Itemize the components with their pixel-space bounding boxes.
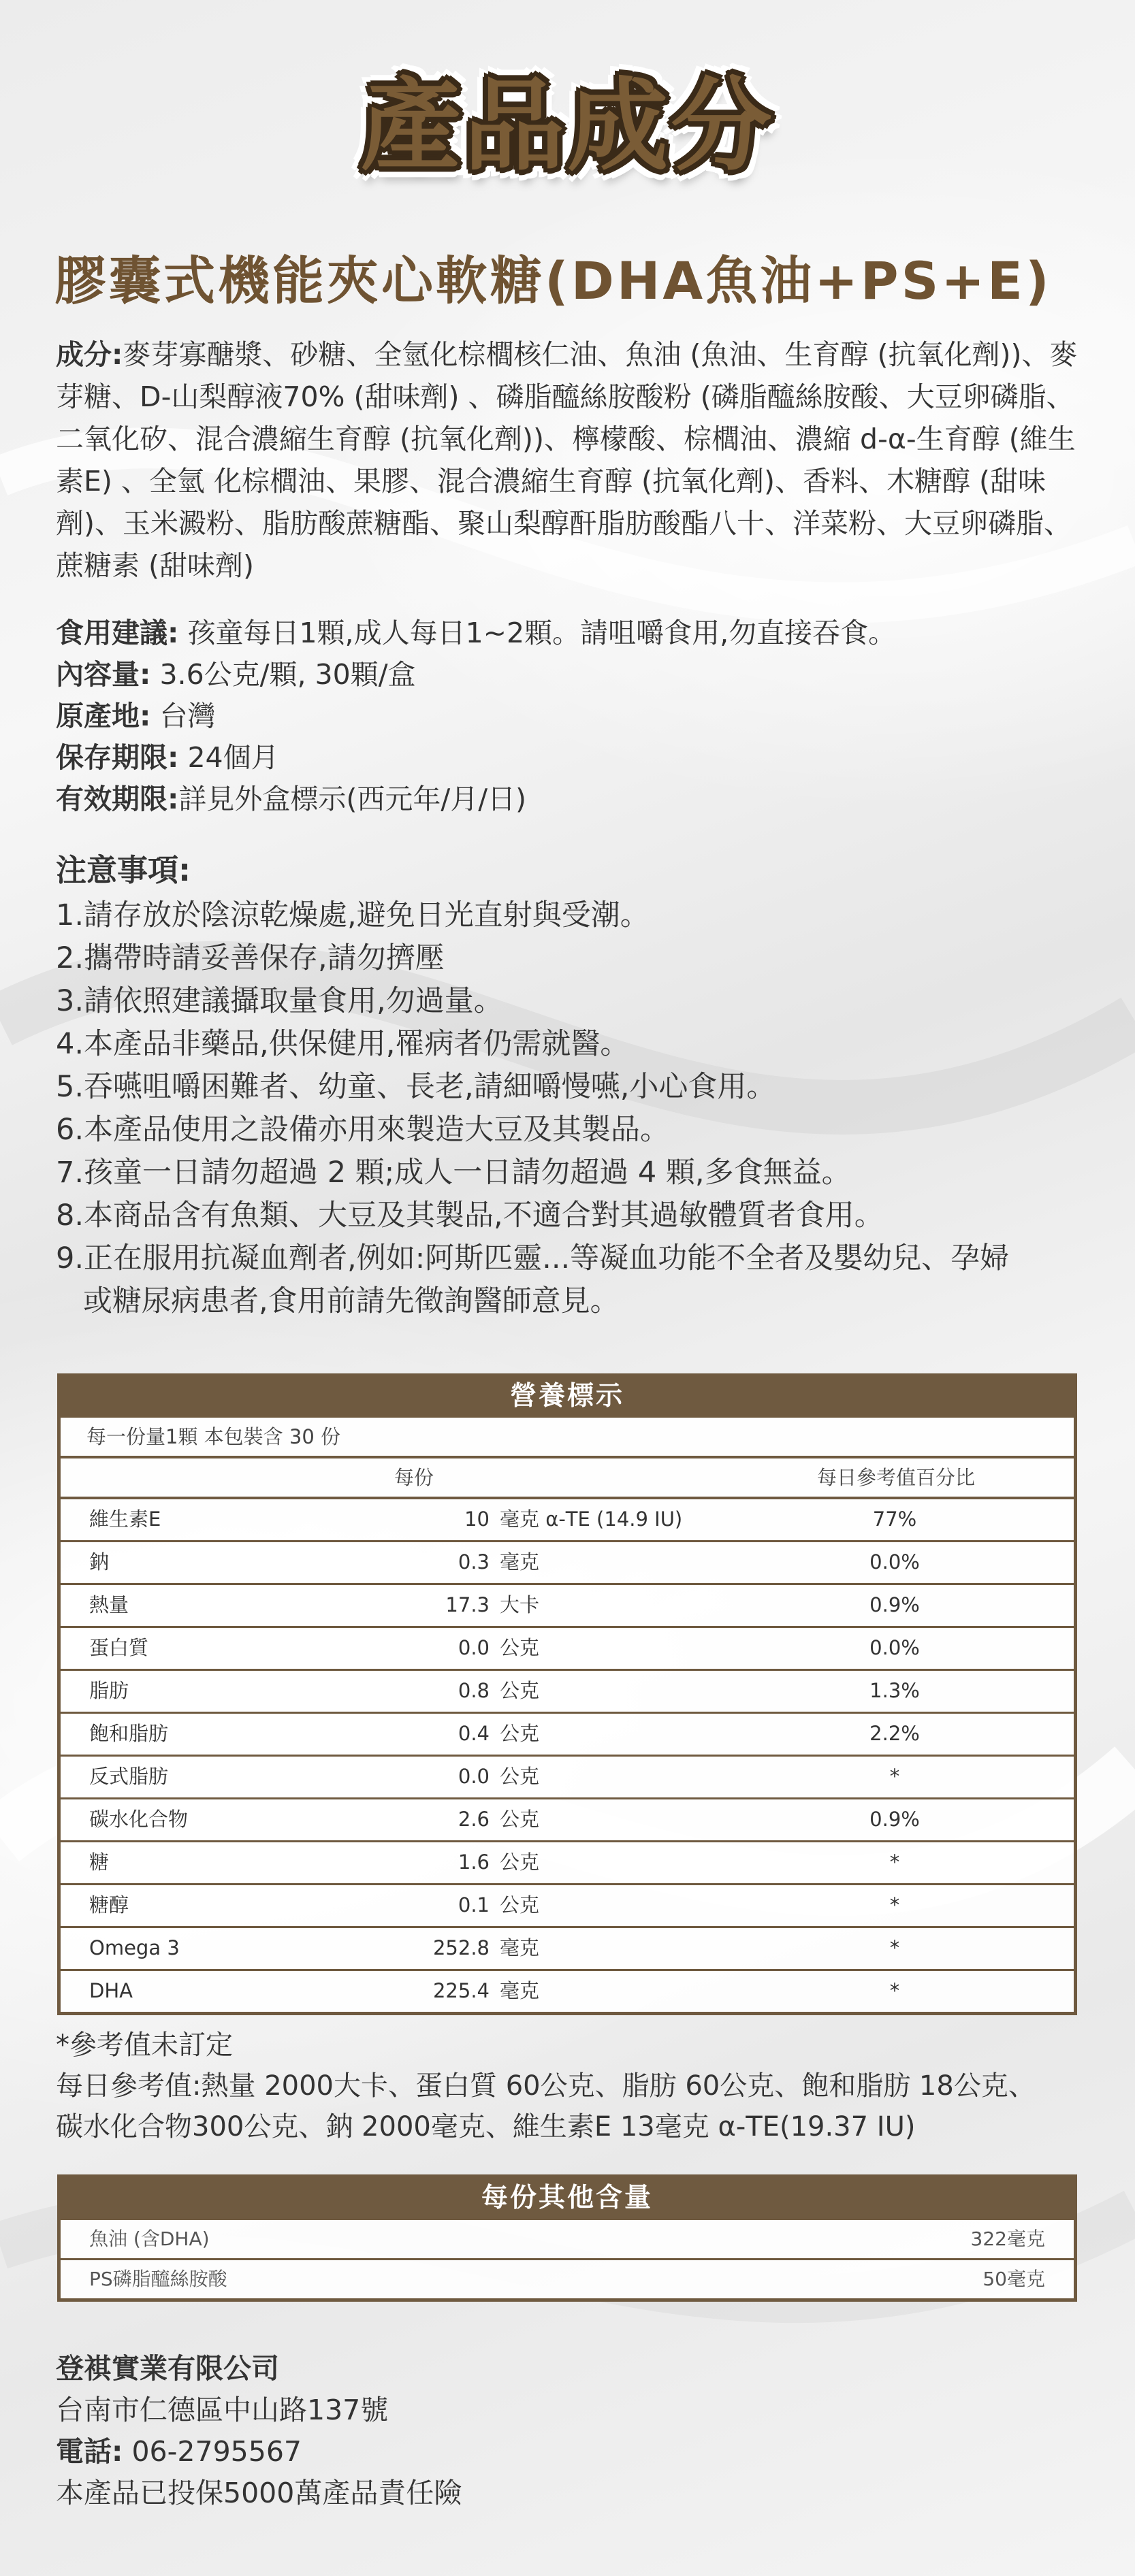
nutrient-daily-value: 2.2% [869,1722,920,1745]
precaution-item: 2.攜帶時請妥善保存,請勿擠壓 [56,941,445,975]
nutrient-daily-value: 0.9% [869,1808,920,1831]
precautions-section [56,849,1098,1323]
nutrient-unit: 公克 [500,1851,540,1874]
other-content-name: PS磷脂醯絲胺酸 [89,2268,227,2290]
nutrient-unit: 公克 [500,1722,540,1745]
info-content [56,654,1091,696]
company-phone-line [56,2431,1098,2473]
info-value: 24個月 [187,741,279,774]
precautions-title: 注意事項: [56,852,191,888]
nutrient-amount: 0.8 [458,1679,490,1702]
table-row [61,1628,1074,1671]
nutrient-name: Omega 3 [89,1936,180,1959]
company-phone: 06-2795567 [131,2435,302,2468]
nutrient-amount: 2.6 [458,1808,490,1831]
info-label: 原產地: [56,700,151,732]
nutrient-daily-value: * [889,1936,900,1959]
nutrient-name: 糖 [89,1851,110,1874]
table-row [61,1799,1074,1842]
info-label: 保存期限: [56,741,179,774]
nutrient-unit: 毫克 α-TE (14.9 IU) [500,1507,683,1531]
table-row [61,1499,1074,1542]
nutrient-daily-value: 0.0% [869,1636,920,1659]
precaution-item: 9.正在服用抗凝血劑者,例如:阿斯匹靈...等凝血功能不全者及嬰幼兒、孕婦 [56,1241,1010,1275]
other-content-value: 322毫克 [970,2228,1045,2250]
nutrient-name: 碳水化合物 [89,1808,189,1831]
precaution-item: 8.本商品含有魚類、大豆及其製品,不適合對其過敏體質者食用。 [56,1199,884,1233]
table-row [61,1928,1074,1971]
nutrient-name: 反式脂肪 [89,1765,169,1788]
other-content-value: 50毫克 [982,2268,1045,2290]
nutrient-unit: 毫克 [500,1936,540,1959]
nutrient-amount: 1.6 [458,1851,490,1874]
reference-note-line: 每日參考值:熱量 2000大卡、蛋白質 60公克、脂肪 60公克、飽和脂肪 18公克、 [56,2070,1036,2102]
reference-note-line: *參考值未訂定 [56,2029,233,2061]
nutrition-serving-info: 每一份量1顆 本包裝含 30 份 [61,1418,1074,1458]
nutrient-amount: 17.3 [445,1593,490,1616]
reference-notes [56,2025,1098,2147]
product-info [56,613,1091,820]
table-row [61,1971,1074,2012]
nutrient-name: 鈉 [89,1550,110,1574]
precaution-item: 6.本產品使用之設備亦用來製造大豆及其製品。 [56,1113,670,1147]
nutrient-daily-value: 0.0% [869,1550,920,1574]
company-info [56,2348,1098,2514]
nutrition-table-title: 營養標示 [61,1377,1074,1418]
precaution-item: 4.本產品非藥品,供保健用,罹病者仍需就醫。 [56,1027,630,1061]
info-expiry [56,779,1091,820]
nutrient-amount: 252.8 [432,1936,490,1959]
ingredients-label: 成分: [56,338,123,371]
info-shelf-life [56,737,1091,779]
nutrient-daily-value: 77% [872,1507,917,1531]
column-per-serving: 每份 [394,1466,434,1489]
precaution-item: 3.請依照建議攝取量食用,勿過量。 [56,984,503,1018]
nutrient-unit: 毫克 [500,1979,540,2002]
column-daily-value: 每日參考值百分比 [816,1466,975,1489]
nutrient-amount: 0.0 [458,1636,490,1659]
nutrient-unit: 公克 [500,1893,540,1917]
info-label: 內容量: [56,658,151,691]
table-row [61,1542,1074,1585]
info-label: 有效期限: [56,783,179,815]
table-row [61,1714,1074,1757]
nutrient-daily-value: 1.3% [869,1679,920,1702]
info-value: 台灣 [159,700,216,732]
info-value: 3.6公克/顆, 30顆/盒 [159,658,416,691]
nutrient-amount: 0.4 [458,1722,490,1745]
precaution-item: 7.孩童一日請勿超過 2 顆;成人一日請勿超過 4 顆,多食無益。 [56,1156,851,1190]
company-name: 登褀實業有限公司 [56,2352,279,2385]
product-name: 膠囊式機能夾心軟糖(DHA魚油+PS+E) [54,250,1052,311]
info-value: 詳見外盒標示(西元年/月/日) [178,783,527,815]
other-content-title: 每份其他含量 [61,2178,1074,2220]
nutrient-amount: 10 [464,1507,490,1531]
nutrient-unit: 毫克 [500,1550,540,1574]
nutrient-name: 蛋白質 [89,1636,149,1659]
nutrient-unit: 公克 [500,1636,540,1659]
other-content-table [57,2174,1077,2302]
nutrient-name: 維生素E [89,1507,161,1531]
nutrient-daily-value: * [889,1765,900,1788]
table-row [61,2260,1074,2298]
page-title: 產品成分 [360,67,775,184]
info-value: 孩童每日1顆,成人每日1~2顆。請咀嚼食用,勿直接吞食。 [187,617,897,649]
nutrient-name: 脂肪 [89,1679,129,1702]
nutrient-amount: 0.1 [458,1893,490,1917]
ingredients-text: 麥芽寡醣漿、砂糖、全氫化棕櫚核仁油、魚油 (魚油、生育醇 (抗氧化劑))、麥芽糖、D-山梨醇液70% (甜味劑) 、磷脂醯絲胺酸粉 (磷脂醯絲胺酸、大豆卵磷脂、二氧化矽、混合濃縮生育醇 (抗氧化劑))、檸檬酸、棕櫚油、濃縮 d-α-生育醇 (維生素E) 、全氫 化棕櫚油、果膠、混合濃縮生育醇 (抗氧化劑)、香料、木糖醇 (甜味劑)、玉米澱粉、脂肪酸蔗糖酯、聚山梨醇酐脂肪酸酯八十、洋菜粉、大豆卵磷脂、蔗糖素 (甜味劑) [56,338,1078,582]
nutrient-unit: 公克 [500,1808,540,1831]
nutrient-unit: 公克 [500,1765,540,1788]
nutrient-amount: 225.4 [432,1979,490,2002]
nutrient-daily-value: * [889,1893,900,1917]
table-row [61,1585,1074,1628]
table-row [61,1842,1074,1885]
precaution-item: 1.請存放於陰涼乾燥處,避免日光直射與受潮。 [56,898,650,932]
company-address: 台南市仁德區中山路137號 [56,2394,389,2426]
table-row [61,1671,1074,1714]
nutrient-name: 糖醇 [89,1893,129,1917]
nutrient-daily-value: * [889,1851,900,1874]
nutrition-column-headers [61,1458,1074,1499]
table-row [61,1885,1074,1928]
nutrient-daily-value: * [889,1979,900,2002]
info-usage [56,613,1091,654]
precaution-item-continuation: 或糖尿病患者,食用前請先徵詢醫師意見。 [83,1284,620,1318]
nutrition-table [57,1373,1077,2015]
info-origin [56,696,1091,737]
nutrient-daily-value: 0.9% [869,1593,920,1616]
nutrient-unit: 公克 [500,1679,540,1702]
nutrient-name: 熱量 [89,1593,129,1616]
info-label: 食用建議: [56,617,179,649]
precaution-item: 5.吞嚥咀嚼困難者、幼童、長老,請細嚼慢嚥,小心食用。 [56,1070,776,1104]
insurance-note: 本產品已投保5000萬產品責任險 [56,2477,462,2509]
nutrient-amount: 0.3 [458,1550,490,1574]
table-row [61,2220,1074,2260]
ingredients-section [56,333,1091,587]
nutrition-rows [61,1499,1074,2012]
reference-note-line: 碳水化合物300公克、鈉 2000毫克、維生素E 13毫克 α-TE(19.37 IU) [56,2111,916,2142]
table-row [61,1757,1074,1799]
nutrient-name: DHA [89,1979,133,2002]
nutrient-amount: 0.0 [458,1765,490,1788]
other-content-name: 魚油 (含DHA) [89,2228,210,2250]
phone-label: 電話: [56,2435,123,2468]
nutrient-unit: 大卡 [500,1593,540,1616]
nutrient-name: 飽和脂肪 [89,1722,169,1745]
